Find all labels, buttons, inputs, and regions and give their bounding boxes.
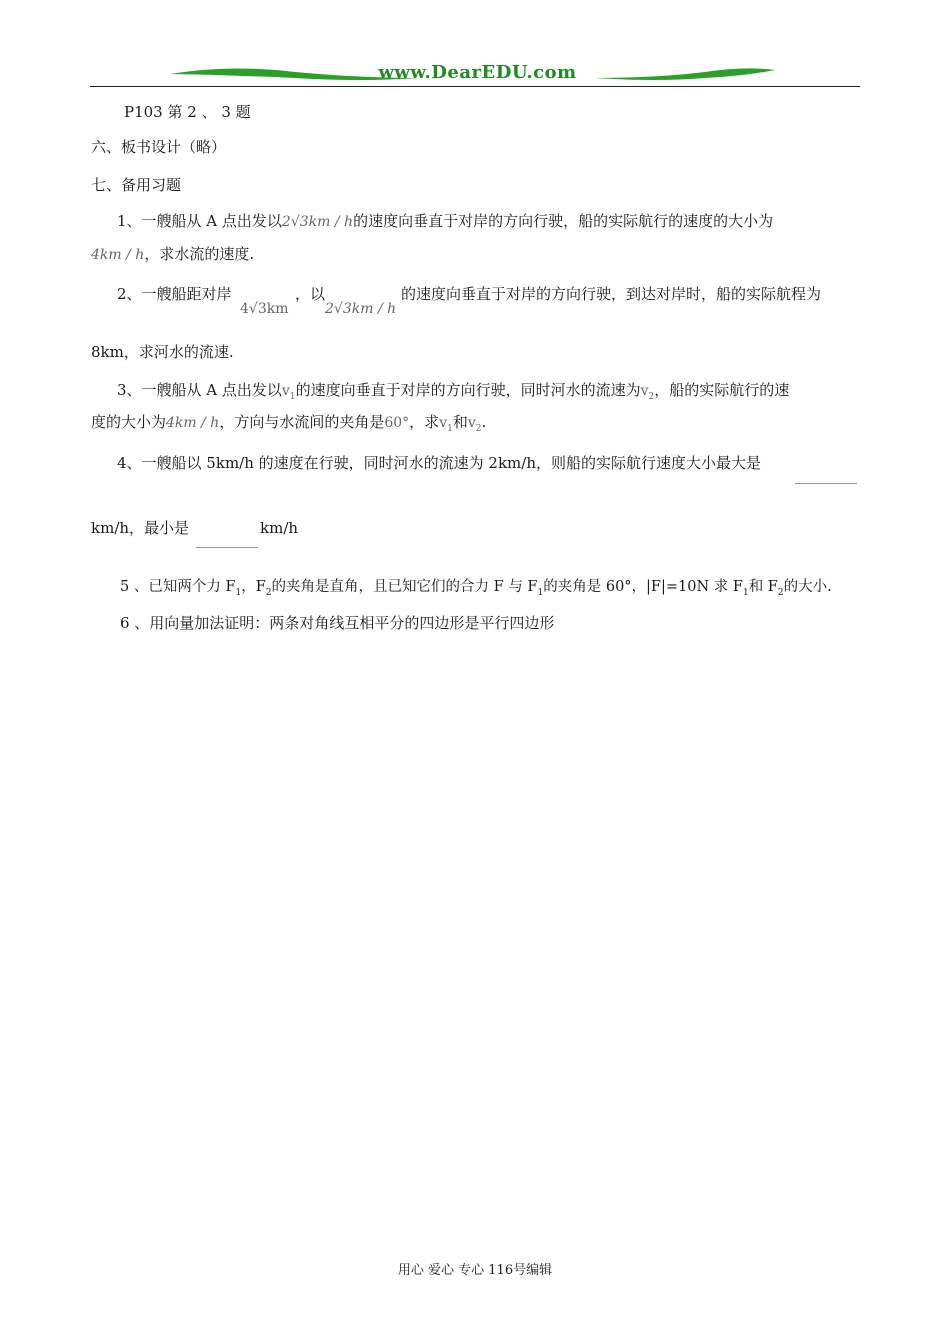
answer-blank-max[interactable]	[795, 483, 857, 484]
question-4-line-2a: km/h，最小是	[91, 519, 190, 537]
question-3-line-2: 度的大小为4km / h，方向与水流间的夹角是60°，求$v_1$和$v_2$.	[91, 413, 487, 434]
page-footer: 用心 爱心 专心 116号编辑	[397, 1263, 553, 1278]
q3-actual-speed: 4km / h	[166, 415, 220, 431]
q2-text-cont: 的速度向垂直于对岸的方向行驶，到达对岸时，船的实际航程为	[401, 285, 822, 303]
answer-blank-min[interactable]	[196, 547, 258, 548]
question-4-line-2b: km/h	[260, 519, 299, 537]
right-leaf-decoration	[595, 66, 775, 82]
q2-distance-formula: 4√3km	[240, 301, 289, 317]
q3-angle: 60°	[384, 415, 410, 431]
q1-speed-formula: 2√3km / h	[281, 214, 354, 230]
section-7-heading: 七、备用习题	[91, 176, 182, 194]
v2-symbol: $v_2$	[640, 383, 655, 402]
page-header	[90, 60, 860, 90]
q1-actual-speed: 4km / h	[91, 247, 145, 263]
q1-ask: ，求水流的速度.	[144, 245, 255, 263]
homework-line: P103 第 2 、 3 题	[124, 103, 251, 121]
section-6-heading: 六、板书设计（略）	[91, 138, 227, 156]
question-1-line-1	[117, 211, 773, 232]
v1-symbol: $v_1$	[281, 383, 296, 402]
q2-speed-formula: 2√3km / h	[325, 301, 397, 317]
q2-text: 2、一艘船距对岸	[117, 285, 232, 303]
question-4-line-1: 4、一艘船以 5km/h 的速度在行驶，同时河水的流速为 2km/h，则船的实际航行速度大小最大是	[117, 454, 761, 472]
q1-text-cont: 的速度向垂直于对岸的方向行驶，船的实际航行的速度的大小为	[353, 212, 774, 230]
q1-text: 1、一艘船从 A 点出发以	[117, 212, 282, 230]
question-6: 6 、用向量加法证明：两条对角线互相平分的四边形是平行四边形	[120, 614, 555, 632]
site-logo: www.DearEDU.com	[378, 62, 577, 83]
question-1-line-2	[91, 244, 254, 265]
question-2-line-2: 8km，求河水的流速.	[91, 343, 234, 361]
q2-mid-text: ，以	[295, 285, 326, 303]
question-5: 5 、已知两个力 $F_1$，$F_2$的夹角是直角，且已知它们的合力 F 与 $F_1$的夹角是 60°，|F|=10N 求 $F_1$和 $F_2$的大小.	[120, 579, 832, 598]
header-rule	[90, 86, 860, 87]
question-3-line-1: 3、一艘船从 A 点出发以$v_1$的速度向垂直于对岸的方向行驶，同时河水的流速为$v_2$，船的实际航行的速	[117, 381, 790, 402]
question-2-line-1	[117, 284, 232, 304]
